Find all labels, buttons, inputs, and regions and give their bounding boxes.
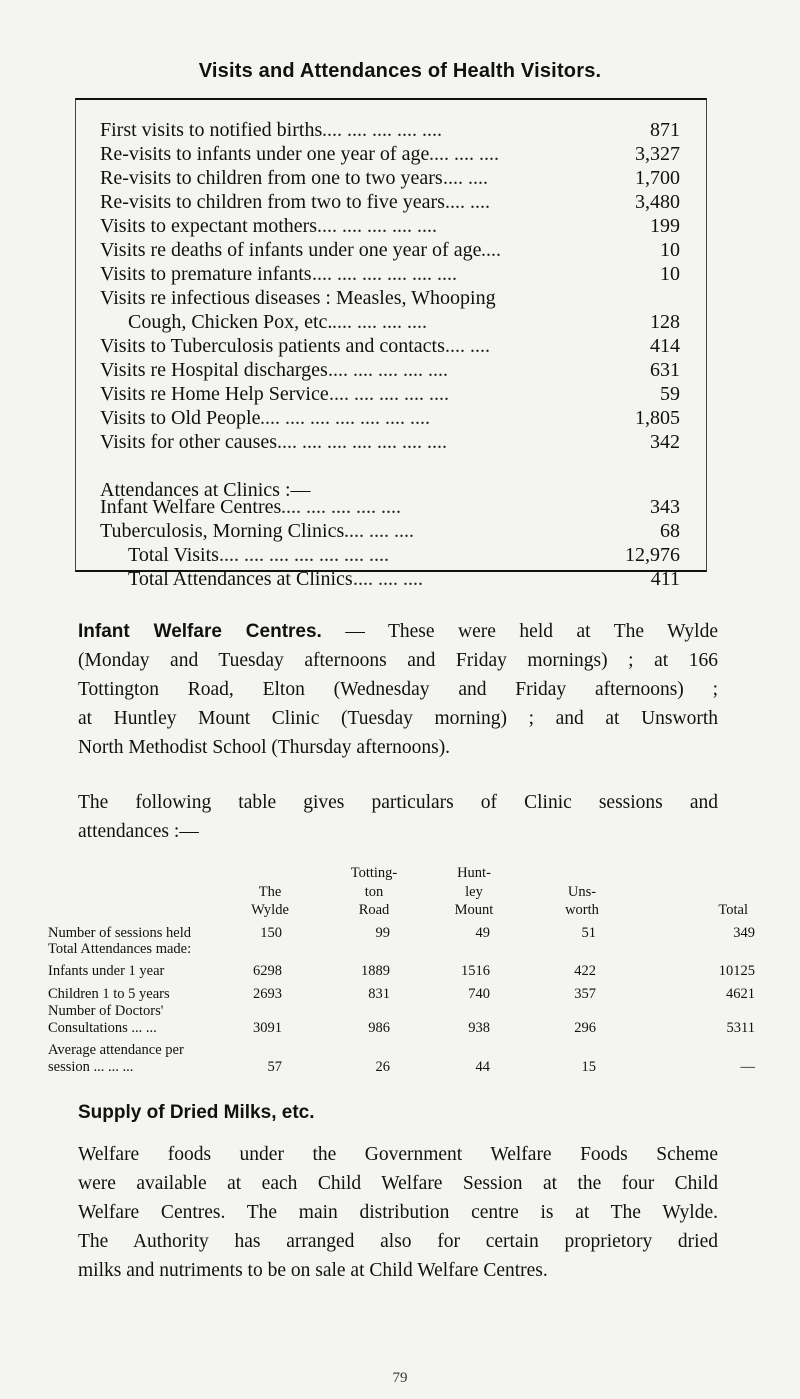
visit-row bbox=[100, 382, 680, 406]
infant-welfare-paragraph bbox=[78, 617, 718, 762]
paragraph-line: Tottington Road, Elton (Wednesday and Friday afternoons) ; bbox=[78, 679, 718, 700]
row-label: session ... ... ... bbox=[48, 1059, 134, 1075]
attendance-value: 12,976 bbox=[625, 544, 680, 566]
visit-label: Visits to premature infants bbox=[100, 263, 312, 285]
cell-value: — bbox=[740, 1059, 755, 1075]
leader-dots: .... bbox=[481, 239, 501, 261]
row-label: Average attendance per bbox=[48, 1042, 184, 1058]
paragraph-line: Welfare foods under the Government Welfare Foods Scheme bbox=[78, 1144, 718, 1165]
cell-value: 3091 bbox=[253, 1020, 282, 1036]
visit-value: 59 bbox=[660, 383, 680, 405]
cell-value: 15 bbox=[581, 1059, 596, 1075]
leader-dots: .... .... .... .... .... .... .... bbox=[277, 431, 447, 453]
leader-dots: .... .... .... .... .... .... .... bbox=[260, 407, 430, 429]
leader-dots: .... .... .... .... .... bbox=[281, 496, 401, 518]
visit-label: Visits re Home Help Service bbox=[100, 383, 329, 405]
cell-value: 740 bbox=[468, 986, 490, 1002]
cell-value: 349 bbox=[733, 925, 755, 941]
attendance-row bbox=[100, 495, 680, 519]
visit-row bbox=[100, 406, 680, 430]
cell-value: 2693 bbox=[253, 986, 282, 1002]
attendance-value: 343 bbox=[650, 496, 680, 518]
cell-value: 938 bbox=[468, 1020, 490, 1036]
visit-row bbox=[100, 190, 680, 214]
leader-dots: .... .... .... .... .... bbox=[322, 119, 442, 141]
row-label: Consultations ... ... bbox=[48, 1020, 157, 1036]
leader-dots: .... .... .... bbox=[353, 568, 423, 590]
clinic-intro-paragraph bbox=[78, 788, 718, 846]
column-header: ley bbox=[465, 884, 483, 900]
visit-label: First visits to notified births bbox=[100, 119, 323, 141]
visit-label: Visits re Hospital discharges bbox=[100, 359, 328, 381]
attendance-label: Total Visits bbox=[128, 544, 219, 566]
row-label: Number of Doctors' bbox=[48, 1003, 164, 1019]
cell-value: 296 bbox=[574, 1020, 596, 1036]
attendance-label: Tuberculosis, Morning Clinics bbox=[100, 520, 345, 542]
visit-value: 342 bbox=[650, 431, 680, 453]
column-header: Mount bbox=[454, 902, 494, 918]
row-label: Infants under 1 year bbox=[48, 963, 165, 979]
visit-label: Re-visits to children from two to five years bbox=[100, 191, 445, 213]
leader-dots: .... .... .... .... bbox=[332, 311, 427, 333]
cell-value: 5311 bbox=[726, 1020, 755, 1036]
cell-value: 57 bbox=[267, 1059, 282, 1075]
paragraph-line: — These were held at The Wylde bbox=[321, 621, 718, 642]
attendance-value: 68 bbox=[660, 520, 680, 542]
column-header: ton bbox=[364, 884, 384, 900]
paragraph-line: milks and nutriments to be on sale at Child Welfare Centres. bbox=[78, 1260, 548, 1281]
visit-row bbox=[100, 214, 680, 238]
visit-row bbox=[100, 142, 680, 166]
row-label: Total Attendances made: bbox=[48, 941, 192, 957]
page-title: Visits and Attendances of Health Visitors. bbox=[198, 60, 602, 82]
visit-row bbox=[100, 430, 680, 454]
visit-label: Cough, Chicken Pox, etc. bbox=[128, 311, 333, 333]
visit-value: 871 bbox=[650, 119, 680, 141]
row-label: Number of sessions held bbox=[48, 925, 191, 941]
visit-value: 199 bbox=[650, 215, 680, 237]
cell-value: 26 bbox=[375, 1059, 390, 1075]
attendance-row bbox=[100, 543, 680, 567]
visit-row bbox=[100, 334, 680, 358]
attendance-row bbox=[100, 567, 680, 591]
visit-row bbox=[100, 358, 680, 382]
visit-label: Visits re deaths of infants under one year of age bbox=[100, 239, 482, 261]
visit-value: 3,327 bbox=[635, 143, 680, 165]
visit-row bbox=[100, 262, 680, 286]
visit-value: 10 bbox=[660, 263, 680, 285]
leader-dots: .... .... .... bbox=[344, 520, 414, 542]
visit-row bbox=[100, 286, 680, 310]
column-header: Wylde bbox=[251, 902, 289, 918]
visit-row bbox=[100, 310, 680, 334]
paragraph-line: were available at each Child Welfare Session at the four Child bbox=[78, 1173, 718, 1194]
leader-dots: .... .... .... .... .... bbox=[329, 383, 449, 405]
attendance-value: 411 bbox=[650, 568, 680, 590]
row-label: Children 1 to 5 years bbox=[48, 986, 170, 1002]
column-header: worth bbox=[565, 902, 599, 918]
cell-value: 357 bbox=[574, 986, 596, 1002]
column-header: Total bbox=[718, 902, 748, 918]
visit-value: 1,805 bbox=[635, 407, 680, 429]
visit-row bbox=[100, 118, 680, 142]
visit-label: Visits to Tuberculosis patients and contacts bbox=[100, 335, 445, 357]
cell-value: 986 bbox=[368, 1020, 390, 1036]
attendance-row bbox=[100, 519, 680, 543]
cell-value: 49 bbox=[475, 925, 490, 941]
visit-value: 414 bbox=[650, 335, 680, 357]
cell-value: 1516 bbox=[461, 963, 490, 979]
visit-value: 128 bbox=[650, 311, 680, 333]
page-number: 79 bbox=[392, 1370, 408, 1386]
cell-value: 831 bbox=[368, 986, 390, 1002]
cell-value: 10125 bbox=[718, 963, 755, 979]
leader-dots: .... .... bbox=[445, 335, 490, 357]
visit-label: Visits to Old People bbox=[100, 407, 261, 429]
visit-value: 631 bbox=[650, 359, 680, 381]
cell-value: 99 bbox=[375, 925, 390, 941]
cell-value: 422 bbox=[574, 963, 596, 979]
paragraph-line: attendances :— bbox=[78, 821, 199, 842]
cell-value: 4621 bbox=[726, 986, 755, 1002]
paragraph-line: at Huntley Mount Clinic (Tuesday morning) ; and at Unsworth bbox=[78, 708, 718, 729]
column-header: Uns- bbox=[567, 884, 597, 900]
visit-label: Visits for other causes bbox=[100, 431, 278, 453]
cell-value: 1889 bbox=[361, 963, 390, 979]
column-header: Totting- bbox=[350, 865, 398, 881]
cell-value: 6298 bbox=[253, 963, 282, 979]
leader-dots: .... .... .... .... .... bbox=[328, 359, 448, 381]
visit-label: Visits re infectious diseases : Measles, Whooping bbox=[100, 287, 496, 309]
column-header: Road bbox=[358, 902, 390, 918]
dried-milks-heading: Supply of Dried Milks, etc. bbox=[78, 1102, 315, 1123]
leader-dots: .... .... .... bbox=[429, 143, 499, 165]
cell-value: 150 bbox=[260, 925, 282, 941]
visit-label: Re-visits to infants under one year of age bbox=[100, 143, 430, 165]
visit-value: 1,700 bbox=[635, 167, 680, 189]
visit-value: 3,480 bbox=[635, 191, 680, 213]
leader-dots: .... .... .... .... .... bbox=[317, 215, 437, 237]
paragraph-line: Welfare Centres. The main distribution centre is at The Wylde. bbox=[78, 1202, 718, 1223]
infant-welfare-heading: Infant Welfare Centres. bbox=[78, 621, 322, 642]
visit-value: 10 bbox=[660, 239, 680, 261]
leader-dots: .... .... bbox=[443, 167, 488, 189]
paragraph-line: The Authority has arranged also for certain proprietory dried bbox=[78, 1231, 718, 1252]
leader-dots: .... .... .... .... .... .... bbox=[312, 263, 457, 285]
visit-label: Visits to expectant mothers bbox=[100, 215, 318, 237]
attendance-label: Total Attendances at Clinics bbox=[128, 568, 353, 590]
paragraph-line: (Monday and Tuesday afternoons and Friday mornings) ; at 166 bbox=[78, 650, 718, 671]
leader-dots: .... .... .... .... .... .... .... bbox=[219, 544, 389, 566]
column-header: Hunt- bbox=[457, 865, 491, 881]
cell-value: 51 bbox=[581, 925, 596, 941]
cell-value: 44 bbox=[475, 1059, 490, 1075]
attendances-heading-text: Attendances at Clinics :— bbox=[100, 479, 311, 501]
visit-row bbox=[100, 238, 680, 262]
paragraph-line: North Methodist School (Thursday afternoons). bbox=[78, 737, 451, 758]
visit-label: Re-visits to children from one to two years bbox=[100, 167, 443, 189]
column-header: The bbox=[258, 884, 282, 900]
dried-milks-paragraph bbox=[78, 1140, 718, 1285]
leader-dots: .... .... bbox=[445, 191, 490, 213]
visit-row bbox=[100, 166, 680, 190]
paragraph-line: The following table gives particulars of Clinic sessions and bbox=[78, 792, 718, 813]
attendance-label: Infant Welfare Centres bbox=[100, 496, 282, 518]
